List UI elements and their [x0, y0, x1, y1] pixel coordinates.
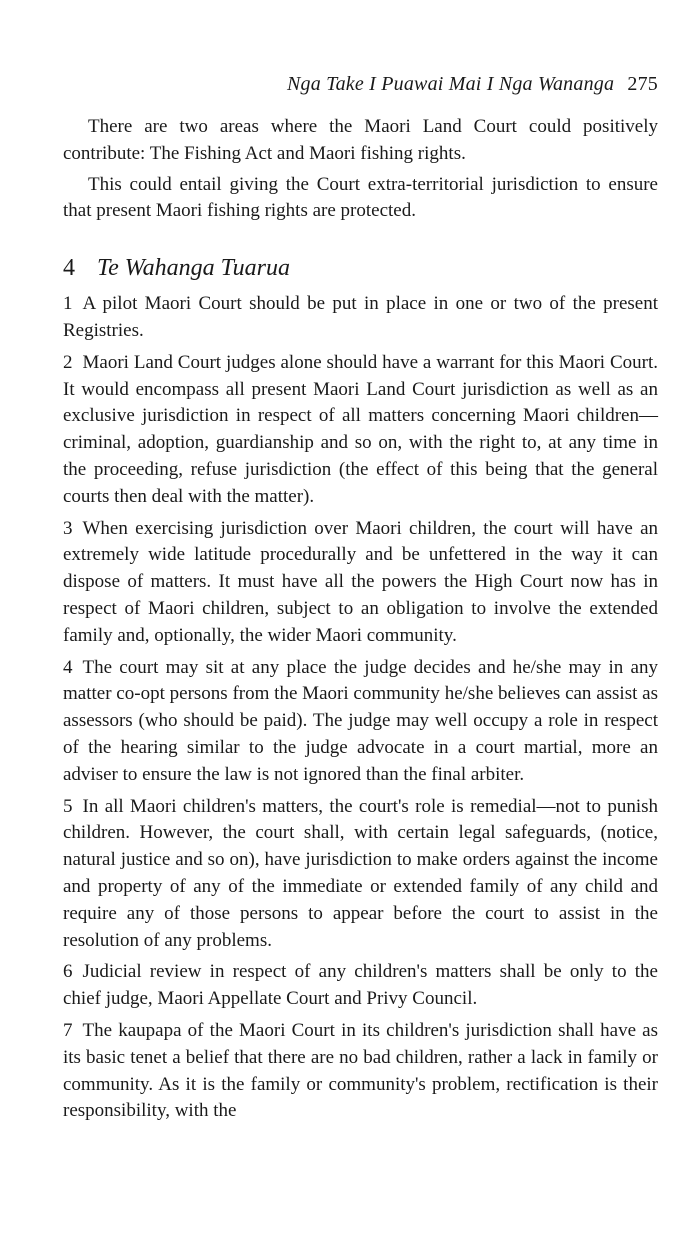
numbered-item [63, 516, 658, 650]
running-head-title: Nga Take I Puawai Mai I Nga Wananga [286, 73, 615, 95]
book-page [63, 70, 658, 1130]
item-text: When exercising jurisdiction over Maori children, the court will have an extremely wide latitude procedurally and be unfettered in the way it can dispose of matters. It must have all the powers the High Court now has in respect of Maori children, subject to an obligation to involve the extended family and, optionally, the wider Maori community. [63, 517, 658, 646]
section-heading [63, 253, 658, 283]
numbered-item [63, 291, 658, 345]
item-number: 5 [63, 795, 73, 817]
item-text: In all Maori children's matters, the court's role is remedial—not to punish children. However, the court shall, with certain legal safeguards, (notice, natural justice and so on), have jurisdiction to make orders against the income and property of any of the immediate or extended family of any child and require any of those persons to appear before the court to assist in the resolution of any problems. [63, 795, 658, 951]
item-number: 7 [63, 1019, 73, 1041]
page-number: 275 [627, 73, 658, 95]
item-text: A pilot Maori Court should be put in place in one or two of the present Registries. [63, 293, 658, 341]
item-text: Judicial review in respect of any children's matters shall be only to the chief judge, Maori Appellate Court and Privy Council. [63, 961, 658, 1010]
item-text: The kaupapa of the Maori Court in its children's jurisdiction shall have as its basic tenet a belief that there are no bad children, rather a lack in family or community. As it is the family or community's problem, rectification is their responsibility, with the [63, 1019, 658, 1122]
section-title: Te Wahanga Tuarua [97, 255, 290, 282]
numbered-item [63, 959, 658, 1013]
running-head [63, 70, 658, 98]
numbered-item [63, 350, 658, 511]
item-number: 1 [63, 293, 73, 315]
numbered-item [63, 1018, 658, 1125]
section-number: 4 [63, 255, 75, 282]
item-number: 2 [63, 351, 73, 373]
item-text: Maori Land Court judges alone should have a warrant for this Maori Court. It would encompass all present Maori Land Court jurisdiction as well as an exclusive jurisdiction in respect of all matters concerning Maori children—criminal, adoption, guardianship and so on, with the right to, at any time in the proceeding, refuse jurisdiction (the effect of this being that the general courts then deal with the matter). [63, 351, 658, 507]
item-number: 3 [63, 517, 73, 539]
item-text: The court may sit at any place the judge decides and he/she may in any matter co-opt persons from the Maori community he/she believes can assist as assessors (who should be paid). The judge may well occupy a role in respect of the hearing similar to the judge advocate in a court martial, more an adviser to ensure the law is not ignored than the final arbiter. [63, 656, 658, 785]
item-number: 4 [63, 656, 73, 678]
numbered-item [63, 794, 658, 955]
item-number: 6 [63, 961, 73, 983]
intro-paragraph: There are two areas where the Maori Land Court could positively contribute: The Fishing Act and Maori fishing rights. [63, 116, 658, 164]
numbered-item [63, 655, 658, 789]
intro-paragraph: This could entail giving the Court extra-territorial jurisdiction to ensure that present Maori fishing rights are protected. [63, 173, 658, 222]
